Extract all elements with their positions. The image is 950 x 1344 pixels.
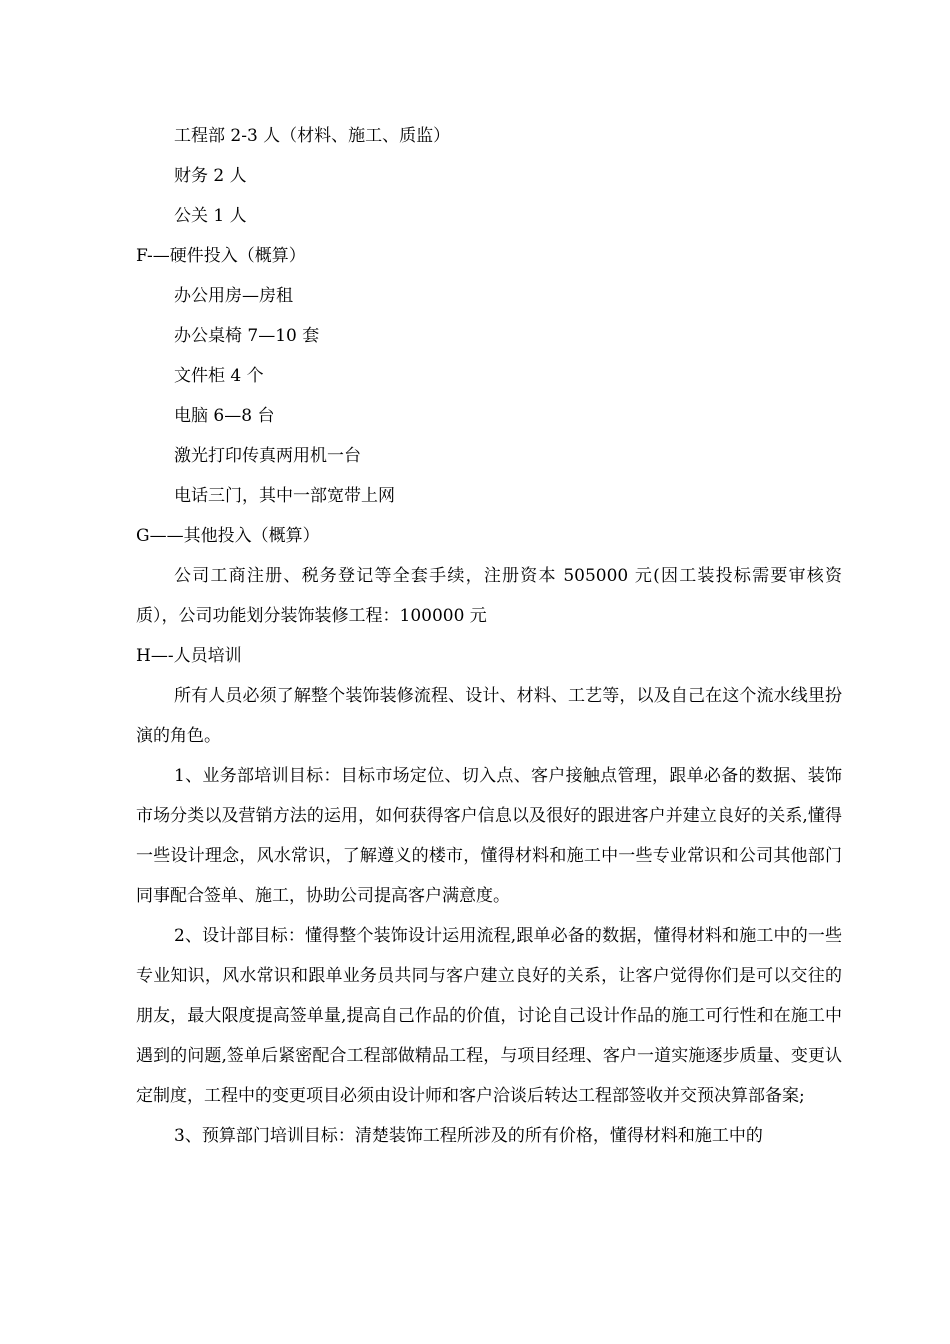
document-body — [136, 116, 842, 1156]
hardware-item-office-rent: 办公用房—房租 — [174, 286, 293, 306]
hardware-item-desks: 办公桌椅 7—10 套 — [174, 326, 320, 346]
section-g-heading: G——其他投入（概算） — [136, 526, 320, 546]
training-paragraph-budget: 3、预算部门培训目标：清楚装饰工程所涉及的所有价格，懂得材料和施工中的 — [174, 1126, 763, 1146]
hardware-item-cabinets: 文件柜 4 个 — [174, 366, 264, 386]
training-paragraph-design: 2、设计部目标：懂得整个装饰设计运用流程,跟单必备的数据，懂得材料和施工中的一些专业知识，风水常识和跟单业务员共同与客户建立良好的关系，让客户觉得你们是可以交往的朋友，最大限度提高签单量,提高自己作品的价值，讨论自己设计作品的施工可行性和在施工中遇到的问题,签单后紧密配合工程部做精品工程，与项目经理、客户一道实施逐步质量、变更认定制度，工程中的变更项目必须由设计师和客户洽谈后转达工程部签收并交预决算部备案; — [136, 926, 842, 1106]
staff-line-pr: 公关 1 人 — [174, 206, 247, 226]
training-paragraph-intro: 所有人员必须了解整个装饰装修流程、设计、材料、工艺等，以及自己在这个流水线里扮演的角色。 — [136, 686, 842, 746]
hardware-item-phones: 电话三门，其中一部宽带上网 — [174, 486, 395, 506]
training-paragraph-sales: 1、业务部培训目标：目标市场定位、切入点、客户接触点管理，跟单必备的数据、装饰市场分类以及营销方法的运用，如何获得客户信息以及很好的跟进客户并建立良好的关系,懂得一些设计理念，风水常识，了解遵义的楼市，懂得材料和施工中一些专业常识和公司其他部门同事配合签单、施工，协助公司提高客户满意度。 — [136, 766, 842, 906]
staff-line-finance: 财务 2 人 — [174, 166, 247, 186]
section-g-paragraph: 公司工商注册、税务登记等全套手续，注册资本 505000 元(因工装投标需要审核资质），公司功能划分装饰装修工程：100000 元 — [136, 566, 842, 626]
hardware-item-printer: 激光打印传真两用机一台 — [174, 446, 361, 466]
section-h-heading: H—-人员培训 — [136, 646, 242, 666]
staff-line-engineering: 工程部 2-3 人（材料、施工、质监） — [174, 126, 451, 146]
section-f-heading: F-—硬件投入（概算） — [136, 246, 306, 266]
hardware-item-computers: 电脑 6—8 台 — [174, 406, 275, 426]
